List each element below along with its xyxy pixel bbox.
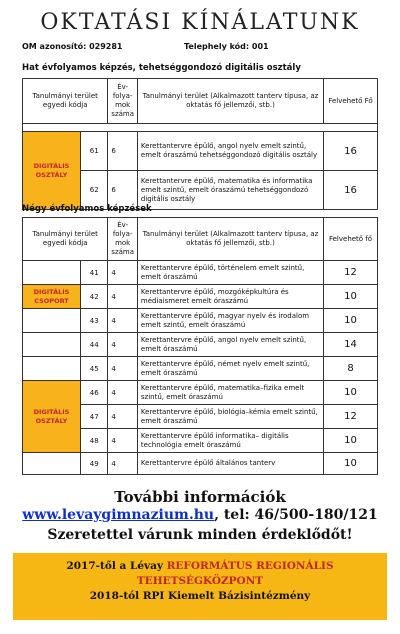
- six-year-table: [22, 78, 378, 210]
- table-row: [23, 333, 378, 357]
- row-count: 10: [324, 453, 378, 475]
- row-count: 10: [324, 285, 378, 309]
- row-years: 4: [108, 357, 137, 381]
- row-code: 43: [80, 309, 107, 333]
- table-row: [23, 309, 378, 333]
- row-code: 62: [80, 171, 107, 210]
- table-row: [23, 381, 378, 405]
- page-title: OKTATÁSI KÍNÁLATUNK: [40, 10, 360, 35]
- row-years: 4: [108, 261, 137, 285]
- row-count: 12: [324, 261, 378, 285]
- row-desc: Kerettantervre épülő, matematika–fizika emelt szintű, emelt óraszámú: [137, 381, 323, 405]
- banner-line3: 2018-tól RPI Kiemelt Bázisintézmény: [89, 590, 311, 602]
- info-heading: További információk: [114, 488, 286, 506]
- row-years: 4: [108, 453, 137, 475]
- website-link[interactable]: www.levaygimnazium.hu: [22, 507, 215, 523]
- section1-heading: Hat évfolyamos képzés, tehetséggondozó digitális osztály: [22, 63, 301, 73]
- row-code: 41: [80, 261, 107, 285]
- row-desc: Kerettantervre épülő, történelem emelt szintű, emelt óraszámú: [137, 261, 323, 285]
- row-years: 6: [108, 171, 137, 210]
- row-code: 46: [80, 381, 107, 405]
- banner-line1-prefix: 2017-től a Lévay: [66, 560, 167, 572]
- row-desc: Kerettantervre épülő, angol nyelv emelt szintű, emelt óraszámú tehetséggondozó digitális osztály: [137, 132, 323, 171]
- row-years: 4: [108, 429, 137, 453]
- row-code: 61: [80, 132, 107, 171]
- row-count: 10: [324, 309, 378, 333]
- row-code: 49: [80, 453, 107, 475]
- banner-line1-highlight: REFORMÁTUS REGIONÁLIS: [166, 560, 334, 572]
- id-row: [22, 42, 382, 51]
- row-desc: Kerettantervre épülő, német nyelv emelt szintű, emelt óraszámú: [137, 357, 323, 381]
- section2-heading: Négy évfolyamos képzések: [22, 204, 152, 214]
- row-count: 16: [324, 132, 378, 171]
- col-header-years: Év-folya-mok száma: [108, 79, 137, 124]
- row-count: 8: [324, 357, 378, 381]
- table-row: [23, 132, 378, 171]
- group-label: DIGITÁLIS OSZTÁLY: [23, 381, 81, 453]
- col-header-count: Felvehető Fő: [324, 79, 378, 124]
- row-desc: Kerettantervre épülő, biológia–kémia emelt szintű, emelt óraszámú: [137, 405, 323, 429]
- site-code: Telephely kód: 001: [184, 42, 269, 51]
- row-desc: Kerettantervre épülő, angol nyelv emelt szintű, emelt óraszámú: [137, 333, 323, 357]
- row-count: 16: [324, 171, 378, 210]
- row-years: 4: [108, 405, 137, 429]
- table-row: [23, 261, 378, 285]
- om-id: OM azonosító: 029281: [22, 42, 123, 51]
- row-years: 4: [108, 333, 137, 357]
- row-years: 6: [108, 132, 137, 171]
- row-desc: Kerettantervre épülő, matematika és informatika emelt szintű, emelt óraszámú tehetséggondozó digitális osztály: [137, 171, 323, 210]
- table-row: [23, 453, 378, 475]
- row-desc: Kerettantervre épülő informatika– digitális technológia emelt óraszámú: [137, 429, 323, 453]
- row-count: 10: [324, 429, 378, 453]
- row-desc: Kerettantervre épülő, magyar nyelv és irodalom emelt szintű, emelt óraszámú: [137, 309, 323, 333]
- banner: [13, 553, 387, 620]
- contact-line: [0, 507, 400, 523]
- row-code: 42: [80, 285, 107, 309]
- col-header-area: Tanulmányi terület (Alkalmazott tanterv típusa, az oktatás fő jellemzői, stb.): [137, 218, 323, 261]
- row-desc: Kerettantervre épülő általános tanterv: [137, 453, 323, 475]
- group-label: DIGITÁLIS CSOPORT: [23, 285, 81, 309]
- row-code: 45: [80, 357, 107, 381]
- table-row: [23, 285, 378, 309]
- banner-line2: TEHETSÉGKÖZPONT: [136, 575, 264, 587]
- four-year-table: [22, 217, 378, 475]
- row-code: 48: [80, 429, 107, 453]
- table-row: [23, 357, 378, 381]
- col-header-count: Felvehető fő: [324, 218, 378, 261]
- banner-line1: [13, 553, 387, 574]
- row-count: 12: [324, 405, 378, 429]
- col-header-code: Tanulmányi terület egyedi kódja: [23, 218, 108, 261]
- row-years: 4: [108, 381, 137, 405]
- group-label: DIGITÁLIS OSZTÁLY: [23, 132, 81, 210]
- col-header-area: Tanulmányi terület (Alkalmazott tanterv típusa, az oktatás fő jellemzői, stb.): [137, 79, 323, 124]
- row-count: 10: [324, 381, 378, 405]
- row-years: 4: [108, 309, 137, 333]
- row-code: 47: [80, 405, 107, 429]
- row-years: 4: [108, 285, 137, 309]
- row-desc: Kerettantervre épülő, mozgóképkultúra és médiaismeret emelt óraszámú: [137, 285, 323, 309]
- welcome-text: Szeretettel várunk minden érdeklődőt!: [47, 527, 353, 543]
- phone-text: , tel: 46/500-180/121: [214, 507, 378, 523]
- col-header-code: Tanulmányi terület egyedi kódja: [23, 79, 108, 124]
- col-header-years: Év-folya-mok száma: [108, 218, 137, 261]
- row-code: 44: [80, 333, 107, 357]
- row-count: 14: [324, 333, 378, 357]
